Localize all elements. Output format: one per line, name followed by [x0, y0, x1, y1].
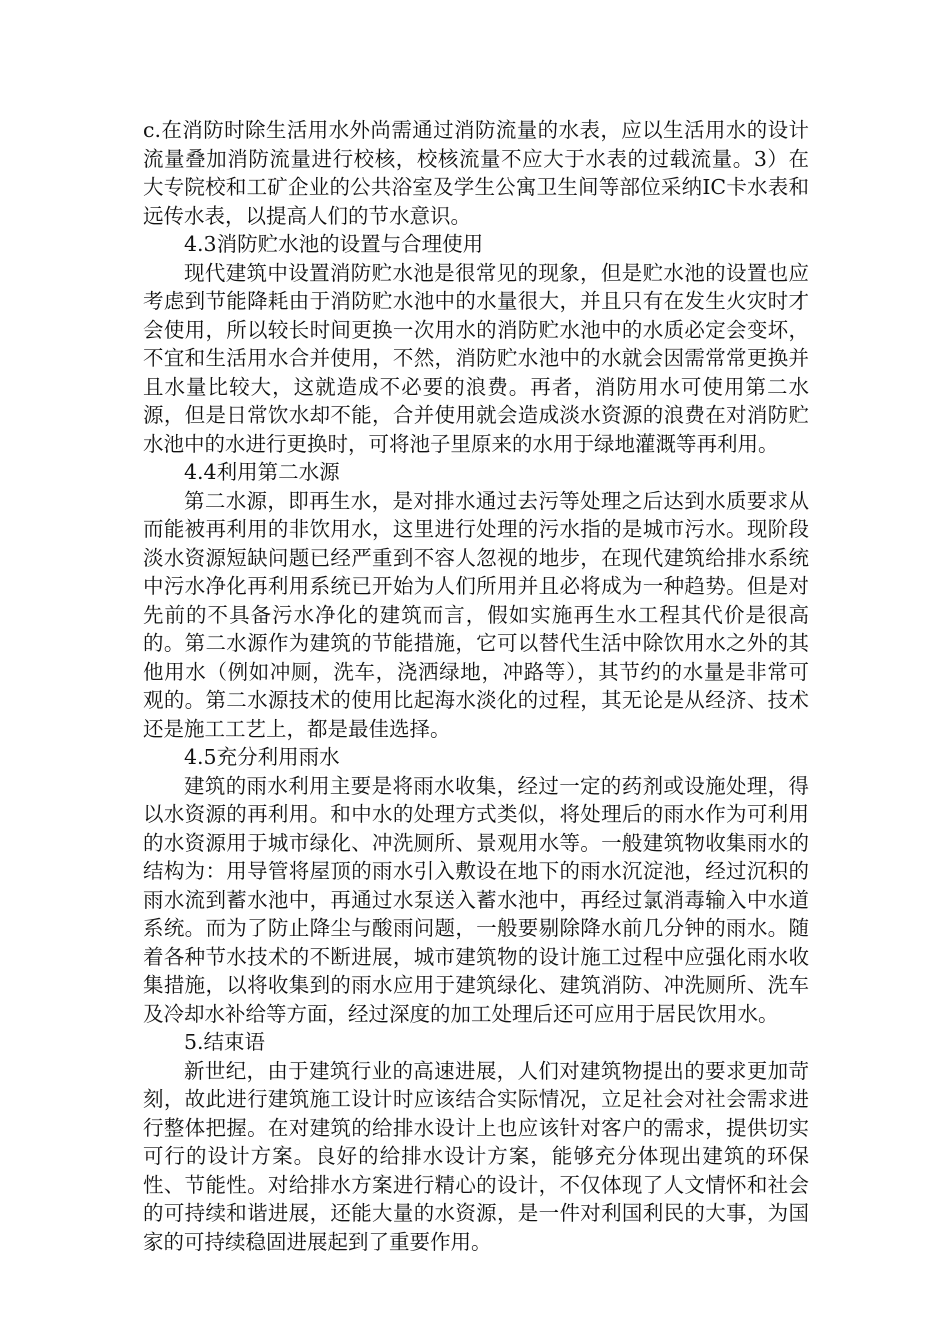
- paragraph-5: 新世纪，由于建筑行业的高速进展，人们对建筑物提出的要求更加苛刻，故此进行建筑施工设计时应该结合实际情况，立足社会对社会需求进行整体把握。在对建筑的给排水设计上也应该针对客户的需求，提供切实可行的设计方案。良好的给排水设计方案，能够充分体现出建筑的环保性、节能性。对给排水方案进行精心的设计，不仅体现了人文情怀和社会的可持续和谐进展，还能大量的水资源，是一件对利国利民的大事，为国家的可持续稳固进展起到了重要作用。: [143, 1058, 809, 1254]
- heading-4-3: 4.3消防贮水池的设置与合理使用: [184, 232, 484, 256]
- heading-5: 5.结束语: [184, 1030, 266, 1054]
- paragraph-4-4: 第二水源，即再生水，是对排水通过去污等处理之后达到水质要求从而能被再利用的非饮用水，这里进行处理的污水指的是城市污水。现阶段淡水资源短缺问题已经严重到不容人忽视的地步，在现代建筑给排水系统中污水净化再利用系统已开始为人们所用并且必将成为一种趋势。但是对先前的不具备污水净化的建筑而言，假如实施再生水工程其代价是很高的。第二水源作为建筑的节能措施，它可以替代生活中除饮用水之外的其他用水（例如冲厕，洗车，浇洒绿地，冲路等），其节约的水量是非常可观的。第二水源技术的使用比起海水淡化的过程，其无论是从经济、技术还是施工工艺上，都是最佳选择。: [143, 488, 809, 741]
- paragraph-4-5: 建筑的雨水利用主要是将雨水收集，经过一定的药剂或设施处理，得以水资源的再利用。和中水的处理方式类似，将处理后的雨水作为可利用的水资源用于城市绿化、冲洗厕所、景观用水等。一般建筑物收集雨水的结构为：用导管将屋顶的雨水引入敷设在地下的雨水沉淀池，经过沉积的雨水流到蓄水池中，再通过水泵送入蓄水池中，再经过氯消毒输入中水道系统。而为了防止降尘与酸雨问题，一般要剔除降水前几分钟的雨水。随着各种节水技术的不断进展，城市建筑物的设计施工过程中应强化雨水收集措施，以将收集到的雨水应用于建筑绿化、建筑消防、冲洗厕所、洗车及冷却水补给等方面，经过深度的加工处理后还可应用于居民饮用水。: [143, 773, 809, 1026]
- heading-4-5: 4.5充分利用雨水: [184, 745, 340, 769]
- paragraph-4-3: 现代建筑中设置消防贮水池是很常见的现象，但是贮水池的设置也应考虑到节能降耗由于消防贮水池中的水量很大，并且只有在发生火灾时才会使用，所以较长时间更换一次用水的消防贮水池中的水质必定会变坏，不宜和生活用水合并使用，不然，消防贮水池中的水就会因需常常更换并且水量比较大，这就造成不必要的浪费。再者，消防用水可使用第二水源，但是日常饮水却不能，合并使用就会造成淡水资源的浪费在对消防贮水池中的水进行更换时，可将池子里原来的水用于绿地灌溉等再利用。: [143, 260, 809, 456]
- paragraph-water-meter: c.在消防时除生活用水外尚需通过消防流量的水表，应以生活用水的设计流量叠加消防流量进行校核，校核流量不应大于水表的过载流量。3）在大专院校和工矿企业的公共浴室及学生公寓卫生间等部位采纳IC卡水表和远传水表，以提高人们的节水意识。: [143, 118, 809, 228]
- document-body: [143, 116, 809, 1256]
- heading-4-4: 4.4利用第二水源: [184, 460, 340, 484]
